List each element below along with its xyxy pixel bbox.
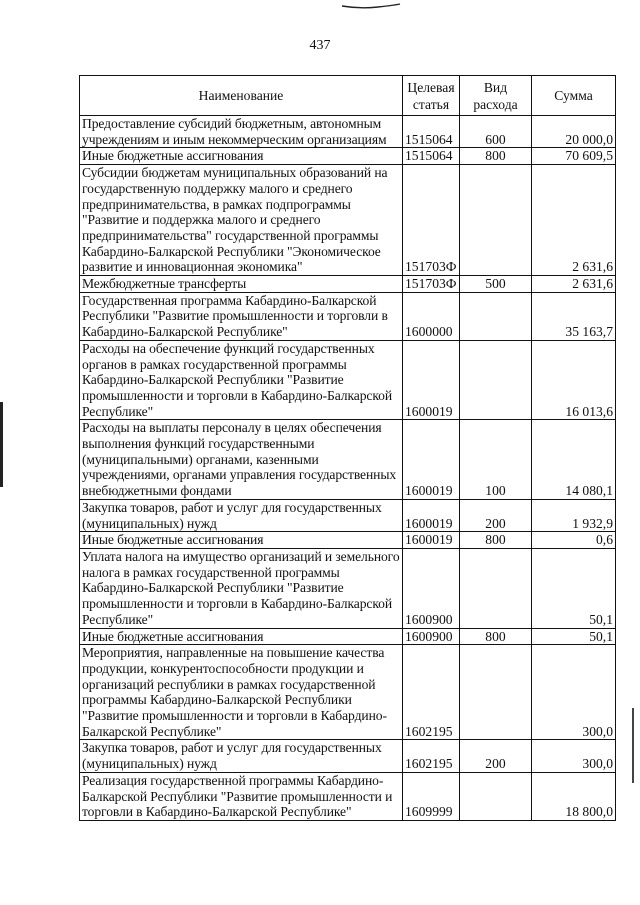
- table-row: [80, 548, 616, 628]
- row-amount: 70 609,5: [532, 148, 616, 165]
- row-expense-type: 600: [460, 116, 532, 148]
- row-amount: 2 631,6: [532, 276, 616, 293]
- row-expense-type: 800: [460, 148, 532, 165]
- row-name: Иные бюджетные ассигнования: [80, 532, 403, 549]
- row-name: Межбюджетные трансферты: [80, 276, 403, 293]
- row-article: 1515064: [403, 116, 460, 148]
- row-expense-type: [460, 645, 532, 740]
- table-row: [80, 276, 616, 293]
- row-amount: 0,6: [532, 532, 616, 549]
- row-article: 1600019: [403, 340, 460, 420]
- row-expense-type: 200: [460, 499, 532, 531]
- row-article: 1600000: [403, 292, 460, 340]
- row-article: 151703Ф: [403, 276, 460, 293]
- row-name: Государственная программа Кабардино-Балкарской Республики "Развитие промышленности и торговли в Кабардино-Балкарской Республике": [80, 292, 403, 340]
- row-amount: 300,0: [532, 740, 616, 772]
- budget-table: [79, 75, 616, 821]
- table-row: [80, 148, 616, 165]
- row-article: 1600900: [403, 548, 460, 628]
- page-number: 437: [309, 38, 331, 53]
- table-row: [80, 340, 616, 420]
- table-row: [80, 740, 616, 772]
- row-article: 1600019: [403, 420, 460, 500]
- header-article: Целевая статья: [403, 76, 460, 116]
- row-expense-type: 100: [460, 420, 532, 500]
- row-name: Предоставление субсидий бюджетным, автономным учреждениям и иным некоммерческим организациям: [80, 116, 403, 148]
- row-article: 151703Ф: [403, 165, 460, 276]
- pen-stroke-mark: [340, 2, 402, 10]
- row-name: Иные бюджетные ассигнования: [80, 628, 403, 645]
- row-amount: 50,1: [532, 628, 616, 645]
- row-name: Реализация государственной программы Кабардино-Балкарской Республики "Развитие промышленности и торговли в Кабардино-Балкарской Республике": [80, 772, 403, 820]
- scan-edge-mark: [632, 708, 634, 783]
- table-row: [80, 772, 616, 820]
- row-amount: 20 000,0: [532, 116, 616, 148]
- table-row: [80, 532, 616, 549]
- table-row: [80, 628, 616, 645]
- row-article: 1602195: [403, 740, 460, 772]
- row-name: Закупка товаров, работ и услуг для государственных (муниципальных) нужд: [80, 740, 403, 772]
- row-name: Закупка товаров, работ и услуг для государственных (муниципальных) нужд: [80, 499, 403, 531]
- row-amount: 1 932,9: [532, 499, 616, 531]
- row-amount: 18 800,0: [532, 772, 616, 820]
- row-expense-type: [460, 548, 532, 628]
- row-name: Субсидии бюджетам муниципальных образований на государственную поддержку малого и среднего предпринимательства, в рамках подпрограммы "Развитие и поддержка малого и среднего предпринимательства" государственной программы Кабардино-Балкарской Республики "Экономическое развитие и инновационная экономика": [80, 165, 403, 276]
- row-amount: 300,0: [532, 645, 616, 740]
- row-amount: 50,1: [532, 548, 616, 628]
- row-article: 1600900: [403, 628, 460, 645]
- row-name: Иные бюджетные ассигнования: [80, 148, 403, 165]
- row-name: Расходы на обеспечение функций государственных органов в рамках государственной программы Кабардино-Балкарской Республики "Развитие промышленности и торговли в Кабардино-Балкарской Республике": [80, 340, 403, 420]
- table-row: [80, 292, 616, 340]
- table-row: [80, 499, 616, 531]
- row-amount: 14 080,1: [532, 420, 616, 500]
- table-row: [80, 645, 616, 740]
- table-row: [80, 116, 616, 148]
- row-expense-type: 200: [460, 740, 532, 772]
- row-article: 1600019: [403, 532, 460, 549]
- header-expense-type: Вид расхода: [460, 76, 532, 116]
- scan-edge-mark: [0, 402, 3, 487]
- row-expense-type: [460, 165, 532, 276]
- row-name: Расходы на выплаты персоналу в целях обеспечения выполнения функций государственными (муниципальными) органами, казенными учреждениями, органами управления государственных внебюджетными фондами: [80, 420, 403, 500]
- row-expense-type: 500: [460, 276, 532, 293]
- table-header-row: [80, 76, 616, 116]
- row-article: 1600019: [403, 499, 460, 531]
- header-name: Наименование: [80, 76, 403, 116]
- row-amount: 35 163,7: [532, 292, 616, 340]
- row-name: Уплата налога на имущество организаций и земельного налога в рамках государственной программы Кабардино-Балкарской Республики "Развитие промышленности и торговли в Кабардино-Балкарской Республике": [80, 548, 403, 628]
- row-article: 1609999: [403, 772, 460, 820]
- row-expense-type: [460, 340, 532, 420]
- row-article: 1515064: [403, 148, 460, 165]
- row-expense-type: 800: [460, 532, 532, 549]
- row-expense-type: [460, 292, 532, 340]
- row-expense-type: [460, 772, 532, 820]
- table-row: [80, 420, 616, 500]
- row-name: Мероприятия, направленные на повышение качества продукции, конкурентоспособности продукции и организаций республики в рамках государственной программы Кабардино-Балкарской Республики "Развитие промышленности и торговли в Кабардино-Балкарской Республике": [80, 645, 403, 740]
- row-amount: 2 631,6: [532, 165, 616, 276]
- row-article: 1602195: [403, 645, 460, 740]
- row-expense-type: 800: [460, 628, 532, 645]
- table-row: [80, 165, 616, 276]
- row-amount: 16 013,6: [532, 340, 616, 420]
- header-amount: Сумма: [532, 76, 616, 116]
